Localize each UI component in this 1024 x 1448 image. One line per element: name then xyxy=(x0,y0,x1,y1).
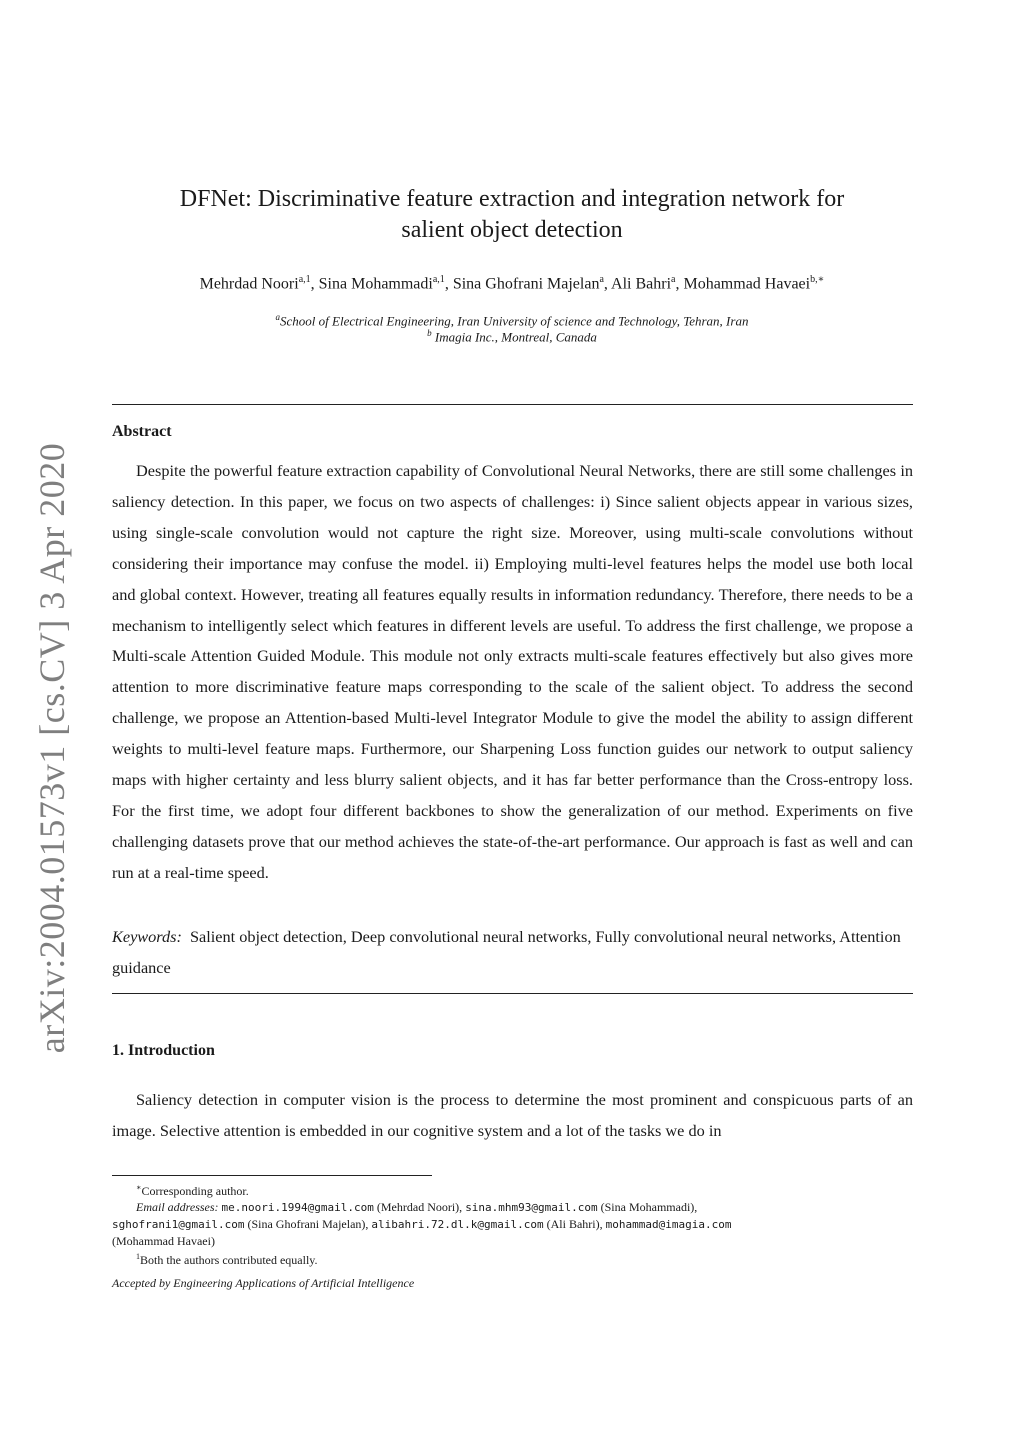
affiliation-mark: a xyxy=(275,312,281,322)
email-link[interactable]: alibahri.72.dl.k@gmail.com xyxy=(371,1218,544,1231)
footnote-mark: ∗ xyxy=(136,1183,142,1192)
author-affil-mark: b,∗ xyxy=(810,274,825,285)
footnotes xyxy=(112,1180,913,1268)
email-link[interactable]: sina.mhm93@gmail.com xyxy=(465,1201,598,1214)
footnote-emails-line-1 xyxy=(112,1199,913,1216)
abstract-heading: Abstract xyxy=(112,423,172,440)
abstract-bottom-rule xyxy=(112,993,913,994)
affiliation-text: School of Electrical Engineering, Iran University of science and Technology, Tehran, Iran xyxy=(280,313,749,329)
affiliation-b xyxy=(112,328,912,345)
title-line-1: DFNet: Discriminative feature extraction and integration network for xyxy=(179,186,845,212)
author-name: Mehrdad Noori xyxy=(199,275,299,293)
keywords-text: Salient object detection, Deep convolutional neural networks, Fully convolutional neural networks, Attention guidance xyxy=(112,927,901,977)
affiliation-text: Imagia Inc., Montreal, Canada xyxy=(431,329,597,345)
footnote-emails-line-3 xyxy=(112,1233,913,1249)
footnote-equal-contribution: $^1$Both the authors contributed equally. xyxy=(136,1252,318,1267)
title-line-2: salient object detection xyxy=(401,217,623,243)
email-owner: (Mohammad Havaei) xyxy=(112,1234,215,1248)
author-name: Ali Bahri xyxy=(611,275,672,293)
abstract-top-rule xyxy=(112,404,913,405)
email-owner: (Sina Ghofrani Majelan), xyxy=(247,1217,369,1231)
introduction-body: Saliency detection in computer vision is the process to determine the most prominent and conspicuous parts of an image. Selective attention is embedded in our cognitive system and a lot of the tasks we do in xyxy=(112,1090,913,1140)
affiliation-mark: b xyxy=(427,328,432,338)
footnote-mark: 1 xyxy=(136,1252,140,1261)
author-name: Sina Mohammadi xyxy=(318,275,433,293)
author-affil-mark: a,1 xyxy=(432,274,445,285)
email-label: Email addresses: xyxy=(136,1200,219,1214)
footnote-corresponding: ∗Corresponding author. xyxy=(136,1183,249,1198)
keywords-label: Keywords: xyxy=(112,927,182,946)
author-name: Sina Ghofrani Majelan xyxy=(452,275,600,293)
email-owner: (Sina Mohammadi), xyxy=(600,1200,698,1214)
keywords xyxy=(112,921,913,983)
email-link[interactable]: sghofrani1@gmail.com xyxy=(112,1218,245,1231)
author-affil-mark: a,1 xyxy=(298,274,311,285)
email-owner: (Ali Bahri), xyxy=(546,1217,603,1231)
author-list: Mehrdad Noori$^{a,1}$, Sina Mohammadi$^{a,1}$, Sina Ghofrani Majelan$^a$, Ali Bahri$^a$, Mohammad Havaei$^{b,∗}$ xyxy=(199,274,825,293)
author-name: Mohammad Havaei xyxy=(683,275,811,293)
paper-title xyxy=(112,184,912,246)
arxiv-identifier: arXiv:2004.01573v1 [cs.CV] 3 Apr 2020 xyxy=(32,442,72,1054)
author-affil-mark: a xyxy=(599,274,604,285)
footnote-emails-line-2 xyxy=(112,1216,913,1233)
affiliation-a xyxy=(112,312,912,329)
email-owner: (Mehrdad Noori), xyxy=(376,1200,463,1214)
introduction-heading: 1. Introduction xyxy=(112,1042,215,1059)
abstract-body: Despite the powerful feature extraction capability of Convolutional Neural Networks, there are still some challenges in saliency detection. In this paper, we focus on two aspects of challenges: i) Since salient objects appear in various sizes, using single-scale convolution would not capture the right size. Moreover, using multi-scale convolutions without considering their importance may confuse the model. ii) Employing multi-level features helps the model use both local and global context. However, treating all features equally results in information redundancy. Therefore, there needs to be a mechanism to intelligently select which features in different levels are useful. To address the first challenge, we propose a Multi-scale Attention Guided Module. This module not only extracts multi-scale features effectively but also gives more attention to more discriminative feature maps corresponding to the scale of the salient object. To address the second challenge, we propose an Attention-based Multi-level Integrator Module to give the model the ability to assign different weights to multi-level feature maps. Furthermore, our Sharpening Loss function guides our network to output saliency maps with higher certainty and less blurry salient objects, and it has far better performance than the Cross-entropy loss. For the first time, we adopt four different backbones to show the generalization of our method. Experiments on five challenging datasets prove that our method achieves the state-of-the-art performance. Our approach is fast as well and can run at a real-time speed. xyxy=(112,461,913,882)
author-affil-mark: a xyxy=(671,274,676,285)
footnote-rule xyxy=(112,1175,432,1176)
email-link[interactable]: me.noori.1994@gmail.com xyxy=(221,1201,374,1214)
email-link[interactable]: mohammad@imagia.com xyxy=(605,1218,732,1231)
acceptance-note: Accepted by Engineering Applications of Artificial Intelligence xyxy=(112,1276,415,1290)
